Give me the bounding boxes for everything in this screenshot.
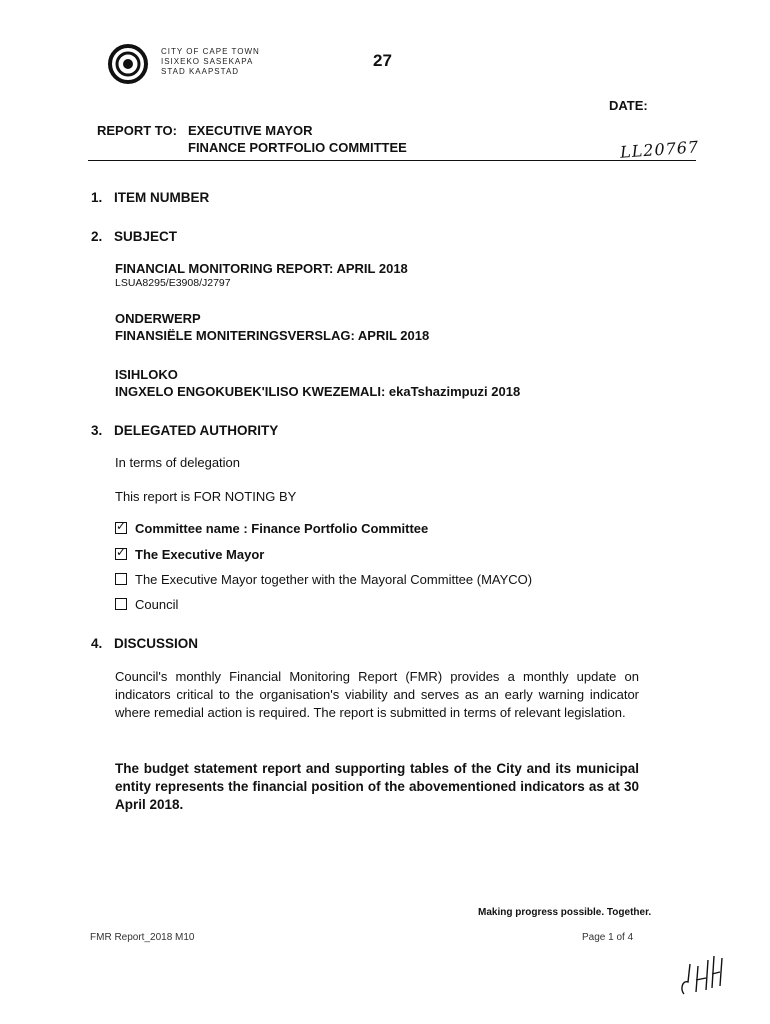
report-to-label: REPORT TO: (97, 123, 177, 138)
section-title: SUBJECT (114, 229, 178, 244)
section-number: 1. (91, 190, 103, 205)
section-number: 3. (91, 423, 103, 438)
section-delegated-authority (91, 423, 278, 438)
subject-reference: LSUA8295/E3908/J2797 (115, 277, 231, 289)
authority-option (115, 597, 178, 612)
authority-option (115, 572, 532, 587)
section-number: 4. (91, 636, 103, 651)
noting-statement: This report is FOR NOTING BY (115, 489, 297, 504)
subject-afrikaans-label: ONDERWERP (115, 311, 201, 326)
handwritten-reference: LL20767 (619, 137, 700, 162)
subject-xhosa-title: INGXELO ENGOKUBEK'ILISO KWEZEMALI: ekaTshazimpuzi 2018 (115, 384, 521, 399)
date-label: DATE: (609, 98, 648, 113)
section-number: 2. (91, 229, 103, 244)
subject-english-title: FINANCIAL MONITORING REPORT: APRIL 2018 (115, 261, 408, 276)
section-item-number (91, 190, 209, 205)
delegation-terms: In terms of delegation (115, 455, 241, 470)
recipient: FINANCE PORTFOLIO COMMITTEE (188, 140, 407, 155)
authority-option (115, 547, 264, 562)
authority-option-label: The Executive Mayor (135, 547, 265, 562)
handwritten-initials-icon (676, 950, 726, 1000)
footer-page-info: Page 1 of 4 (582, 932, 634, 943)
section-subject (91, 229, 177, 244)
checkbox-checked-icon[interactable] (115, 522, 127, 534)
discussion-paragraph-bold: The budget statement report and supporting tables of the City and its municipal entity represents the financial position of the abovementioned indicators as at 30 April 2018. (115, 761, 639, 812)
footer-slogan: Making progress possible. Together. (478, 907, 652, 918)
recipient: EXECUTIVE MAYOR (188, 123, 313, 138)
section-discussion (91, 636, 198, 651)
authority-option-label: The Executive Mayor together with the Mayoral Committee (MAYCO) (135, 572, 533, 587)
header-divider (88, 160, 696, 161)
section-title: ITEM NUMBER (114, 190, 210, 205)
authority-option-label: Council (135, 597, 179, 612)
city-logo-text (161, 47, 260, 77)
subject-afrikaans-title: FINANSIËLE MONITERINGSVERSLAG: APRIL 2018 (115, 328, 430, 343)
section-title: DELEGATED AUTHORITY (114, 423, 279, 438)
authority-option-label: Committee name : Finance Portfolio Committee (135, 521, 429, 536)
city-logo-icon (108, 44, 148, 84)
checkbox-checked-icon[interactable] (115, 548, 127, 560)
logo-line: ISIXEKO SASEKAPA (161, 57, 254, 66)
discussion-paragraph: Council's monthly Financial Monitoring Report (FMR) provides a monthly update on indicators critical to the organisation's viability and serves as an early warning indicator where remedial action is required. The report is submitted in terms of relevant legislation. (115, 669, 639, 720)
subject-xhosa-label: ISIHLOKO (115, 367, 178, 382)
section-title: DISCUSSION (114, 636, 199, 651)
logo-line: STAD KAAPSTAD (161, 67, 240, 76)
report-to-block (97, 122, 407, 156)
page-number: 27 (373, 51, 392, 70)
logo-line: CITY OF CAPE TOWN (161, 47, 260, 56)
checkbox-empty-icon[interactable] (115, 598, 127, 610)
footer-doc-ref: FMR Report_2018 M10 (90, 932, 195, 943)
authority-option (115, 521, 428, 536)
checkbox-empty-icon[interactable] (115, 573, 127, 585)
